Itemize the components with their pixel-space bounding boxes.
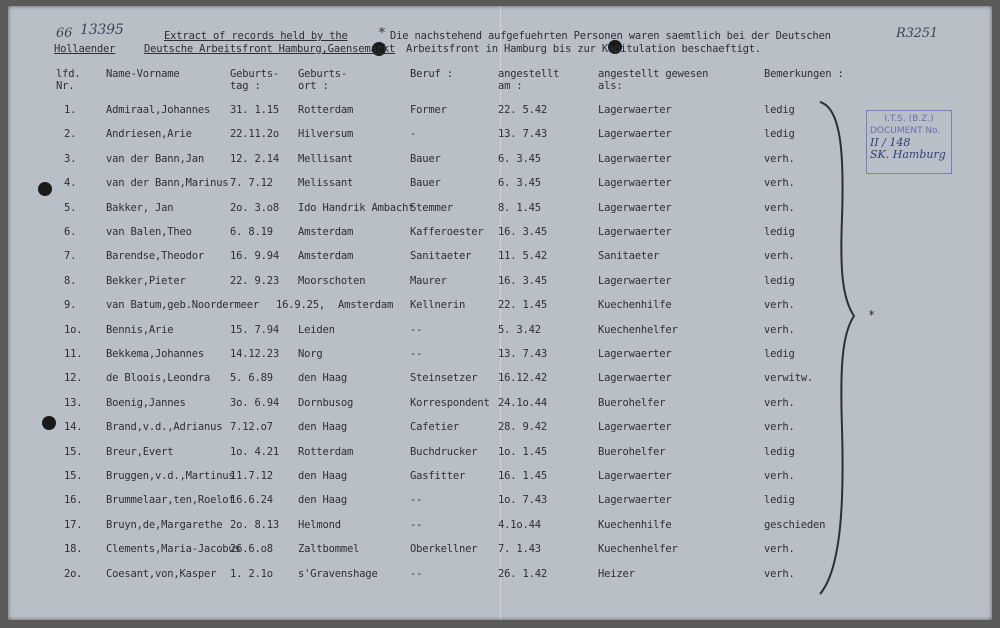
cell-ort: s'Gravenshage: [298, 567, 378, 580]
cell-tag: 16. 9.94: [230, 250, 279, 263]
cell-name: Bruggen,v.d.,Martinus: [106, 470, 235, 482]
cell-beruf: Buchdrucker: [410, 445, 478, 458]
cell-ort: Amsterdam: [298, 226, 354, 238]
cell-nr: 3.: [64, 152, 77, 165]
cell-am: 24.1o.44: [498, 396, 547, 409]
cell-ort: Rotterdam: [298, 445, 354, 458]
cell-beruf: Sanitaeter: [410, 250, 472, 263]
cell-nr: 2.: [64, 128, 77, 141]
document-page: [8, 6, 992, 620]
cell-als: Lagerwaerter: [598, 128, 672, 141]
cell-am: 5. 3.42: [498, 323, 541, 336]
ref-prefix-handwritten: 66: [56, 26, 73, 41]
cell-tag: 7. 7.12: [230, 177, 273, 190]
cell-name: van Batum,geb.Noordermeer: [106, 299, 260, 312]
cell-am: 13. 7.43: [498, 128, 547, 141]
cell-nr: 18.: [64, 543, 83, 556]
cell-ort: Dornbusog: [298, 396, 354, 409]
cell-als: Lagerwaerter: [598, 104, 672, 116]
cell-nr: 4.: [64, 177, 77, 190]
cell-bem: verh.: [764, 421, 795, 434]
cell-name: Brummelaar,ten,Roelof: [106, 494, 235, 507]
cell-beruf: -: [410, 128, 417, 141]
cell-bem: verh.: [764, 201, 795, 214]
cell-am: 28. 9.42: [498, 421, 547, 434]
cell-beruf: Maurer: [410, 274, 447, 287]
col-ort-a: Geburts-: [298, 68, 347, 80]
cell-tag: 1. 2.1o: [230, 567, 273, 580]
cell-name: Andriesen,Arie: [106, 128, 192, 141]
cell-bem: verh.: [764, 543, 795, 556]
cell-am: 16. 3.45: [498, 274, 547, 287]
col-bemerkungen: Bemerkungen :: [764, 68, 844, 80]
asterisk-mark: *: [378, 26, 386, 41]
col-angestellt-b: am :: [498, 80, 523, 92]
cell-ort: Norg: [298, 348, 323, 360]
cell-ort: den Haag: [298, 470, 347, 482]
cell-ort: Helmond: [298, 518, 341, 531]
ref-right-handwritten: R3251: [896, 26, 938, 41]
cell-tag: 6. 8.19: [230, 226, 273, 238]
stamp-line2: DOCUMENT No.: [870, 126, 941, 136]
col-nr-a: lfd.: [56, 68, 81, 80]
cell-am: 22. 5.42: [498, 104, 547, 116]
cell-tag: 16.6.24: [230, 494, 273, 507]
cell-als: Kuechenhelfer: [598, 543, 678, 556]
cell-als: Lagerwaerter: [598, 226, 672, 238]
cell-ort: Zaltbommel: [298, 543, 360, 556]
cell-tag: 2o. 8.13: [230, 518, 279, 531]
note-line1: Die nachstehend aufgefuehrten Personen waren saemtlich bei der Deutschen: [390, 30, 831, 42]
cell-als: Lagerwaerter: [598, 348, 672, 360]
cell-ort: Leiden: [298, 323, 335, 336]
cell-beruf: Bauer: [410, 152, 441, 165]
cell-als: Heizer: [598, 567, 635, 580]
cell-ort: Moorschoten: [298, 274, 366, 287]
cell-am: 26. 1.42: [498, 567, 547, 580]
cell-name: van der Bann,Marinus: [106, 177, 229, 190]
cell-beruf: Kellnerin: [410, 299, 466, 312]
cell-tag: 22.11.2o: [230, 128, 279, 141]
col-als-a: angestellt gewesen: [598, 68, 709, 80]
cell-als: Lagerwaerter: [598, 201, 672, 214]
cell-beruf: --: [410, 348, 423, 360]
cell-nr: 12.: [64, 372, 83, 385]
cell-beruf: --: [410, 494, 423, 507]
cell-nr: 13.: [64, 396, 83, 409]
cell-bem: verh.: [764, 299, 795, 312]
cell-ort: den Haag: [298, 494, 347, 507]
cell-tag: 2o. 3.o8: [230, 201, 279, 214]
cell-bem: verh.: [764, 177, 795, 190]
cell-nr: 17.: [64, 518, 83, 531]
cell-name: Bakker, Jan: [106, 201, 174, 214]
cell-name: Coesant,von,Kasper: [106, 567, 217, 580]
col-tag-b: tag :: [230, 80, 261, 92]
cell-ort: Melissant: [298, 177, 354, 190]
cell-als: Lagerwaerter: [598, 494, 672, 507]
cell-ort: Mellisant: [298, 152, 354, 165]
cell-am: 8. 1.45: [498, 201, 541, 214]
cell-bem: ledig: [764, 274, 795, 287]
cell-tag: 15. 7.94: [230, 323, 279, 336]
cell-nr: 7.: [64, 250, 77, 263]
cell-beruf: Stemmer: [410, 201, 453, 214]
cell-am: 22. 1.45: [498, 299, 547, 312]
cell-tag: 31. 1.15: [230, 104, 279, 116]
cell-tag: 7.12.o7: [230, 421, 273, 434]
cell-nr: 15.: [64, 445, 83, 458]
cell-bem: ledig: [764, 445, 795, 458]
cell-am: 16. 1.45: [498, 470, 547, 482]
cell-ort: Amsterdam: [298, 250, 354, 263]
cell-ort: Hilversum: [298, 128, 354, 141]
cell-nr: 14.: [64, 421, 83, 434]
col-beruf: Beruf :: [410, 68, 453, 80]
cell-bem: geschieden: [764, 518, 826, 531]
brace-mark: [816, 98, 872, 598]
cell-name: Bekkema,Johannes: [106, 348, 204, 360]
col-name: Name-Vorname: [106, 68, 180, 80]
cell-name: Bruyn,de,Margarethe: [106, 518, 223, 531]
cell-nr: 11.: [64, 348, 83, 360]
cell-bem: ledig: [764, 226, 795, 238]
cell-am: 13. 7.43: [498, 348, 547, 360]
cell-nr: 5.: [64, 201, 77, 214]
cell-beruf: Korrespondent: [410, 396, 490, 409]
asterisk-mark: *: [868, 308, 876, 322]
cell-als: Lagerwaerter: [598, 177, 672, 190]
cell-beruf: Former: [410, 104, 447, 116]
cell-am: 1o. 7.43: [498, 494, 547, 507]
cell-beruf: Cafetier: [410, 421, 459, 434]
col-angestellt-a: angestellt: [498, 68, 560, 80]
cell-bem: ledig: [764, 494, 795, 507]
ref-number-handwritten: 13395: [80, 22, 124, 38]
cell-als: Buerohelfer: [598, 445, 666, 458]
cell-name: Clements,Maria-Jacobus: [106, 543, 241, 556]
cell-tag: 26.6.o8: [230, 543, 273, 556]
cell-am: 7. 1.43: [498, 543, 541, 556]
cell-als: Lagerwaerter: [598, 152, 672, 165]
cell-ort: Rotterdam: [298, 104, 354, 116]
cell-bem: verh.: [764, 470, 795, 482]
extract-title-line1: Extract of records held by the: [164, 30, 348, 42]
cell-beruf: --: [410, 518, 423, 531]
cell-nr: 16.: [64, 494, 83, 507]
cell-am: 6. 3.45: [498, 152, 541, 165]
cell-nr: 2o.: [64, 567, 83, 580]
col-ort-b: ort :: [298, 80, 329, 92]
cell-beruf: --: [410, 323, 423, 336]
cell-als: Lagerwaerter: [598, 274, 672, 287]
cell-ort: Amsterdam: [338, 299, 394, 312]
col-tag-a: Geburts-: [230, 68, 279, 80]
archive-stamp: [866, 110, 952, 174]
cell-am: 16. 3.45: [498, 226, 547, 238]
cell-tag: 14.12.23: [230, 348, 279, 360]
cell-tag: 16.9.25,: [276, 299, 325, 312]
cell-nr: 8.: [64, 274, 77, 287]
cell-bem: ledig: [764, 128, 795, 141]
cell-am: 1o. 1.45: [498, 445, 547, 458]
cell-bem: verh.: [764, 323, 795, 336]
cell-als: Sanitaeter: [598, 250, 660, 263]
cell-als: Lagerwaerter: [598, 421, 672, 434]
stamp-line1: I.T.S. (B.Z.): [884, 114, 934, 124]
cell-tag: 22. 9.23: [230, 274, 279, 287]
cell-als: Lagerwaerter: [598, 372, 672, 385]
cell-bem: verh.: [764, 152, 795, 165]
cell-name: Bennis,Arie: [106, 323, 174, 336]
cell-beruf: Gasfitter: [410, 470, 466, 482]
extract-title-line2: Deutsche Arbeitsfront Hamburg,Gaensemarkt: [144, 43, 395, 55]
cell-tag: 11.7.12: [230, 470, 273, 482]
cell-tag: 5. 6.89: [230, 372, 273, 385]
cell-ort: den Haag: [298, 421, 347, 434]
cell-als: Kuechenhilfe: [598, 518, 672, 531]
cell-name: Admiraal,Johannes: [106, 104, 211, 116]
cell-nr: 6.: [64, 226, 77, 238]
cell-bem: verh.: [764, 567, 795, 580]
cell-name: Breur,Evert: [106, 445, 174, 458]
cell-bem: verh.: [764, 250, 795, 263]
stamp-line4: SK. Hamburg: [870, 148, 946, 161]
cell-name: Boenig,Jannes: [106, 396, 186, 409]
cell-bem: ledig: [764, 104, 795, 116]
cell-als: Buerohelfer: [598, 396, 666, 409]
cell-nr: 1.: [64, 104, 77, 116]
cell-beruf: Steinsetzer: [410, 372, 478, 385]
cell-am: 6. 3.45: [498, 177, 541, 190]
cell-ort: den Haag: [298, 372, 347, 385]
nationality-label: Hollaender: [54, 43, 116, 55]
cell-beruf: Kafferoester: [410, 226, 484, 238]
cell-bem: ledig: [764, 348, 795, 360]
cell-beruf: Bauer: [410, 177, 441, 190]
cell-nr: 1o.: [64, 323, 83, 336]
cell-beruf: Oberkellner: [410, 543, 478, 556]
stamp-line3: II / 148: [870, 136, 911, 149]
note-line2: Arbeitsfront in Hamburg bis zur Kapitulation beschaeftigt.: [406, 43, 762, 55]
cell-nr: 15.: [64, 470, 83, 482]
cell-name: Barendse,Theodor: [106, 250, 204, 263]
cell-tag: 1o. 4.21: [230, 445, 279, 458]
cell-tag: 12. 2.14: [230, 152, 279, 165]
cell-als: Lagerwaerter: [598, 470, 672, 482]
cell-name: de Bloois,Leondra: [106, 372, 211, 385]
cell-name: van der Bann,Jan: [106, 152, 204, 165]
cell-nr: 9.: [64, 299, 77, 312]
cell-als: Kuechenhilfe: [598, 299, 672, 312]
cell-am: 11. 5.42: [498, 250, 547, 263]
cell-als: Kuechenhelfer: [598, 323, 678, 336]
col-nr-b: Nr.: [56, 80, 75, 92]
cell-name: Bekker,Pieter: [106, 274, 186, 287]
cell-bem: verh.: [764, 396, 795, 409]
col-als-b: als:: [598, 80, 623, 92]
cell-name: van Balen,Theo: [106, 226, 192, 238]
cell-beruf: --: [410, 567, 423, 580]
cell-tag: 3o. 6.94: [230, 396, 279, 409]
cell-ort: Ido Handrik Ambacht: [298, 201, 415, 214]
cell-bem: verwitw.: [764, 372, 813, 385]
cell-am: 16.12.42: [498, 372, 547, 385]
cell-name: Brand,v.d.,Adrianus: [106, 421, 223, 434]
cell-am: 4.1o.44: [498, 518, 541, 531]
